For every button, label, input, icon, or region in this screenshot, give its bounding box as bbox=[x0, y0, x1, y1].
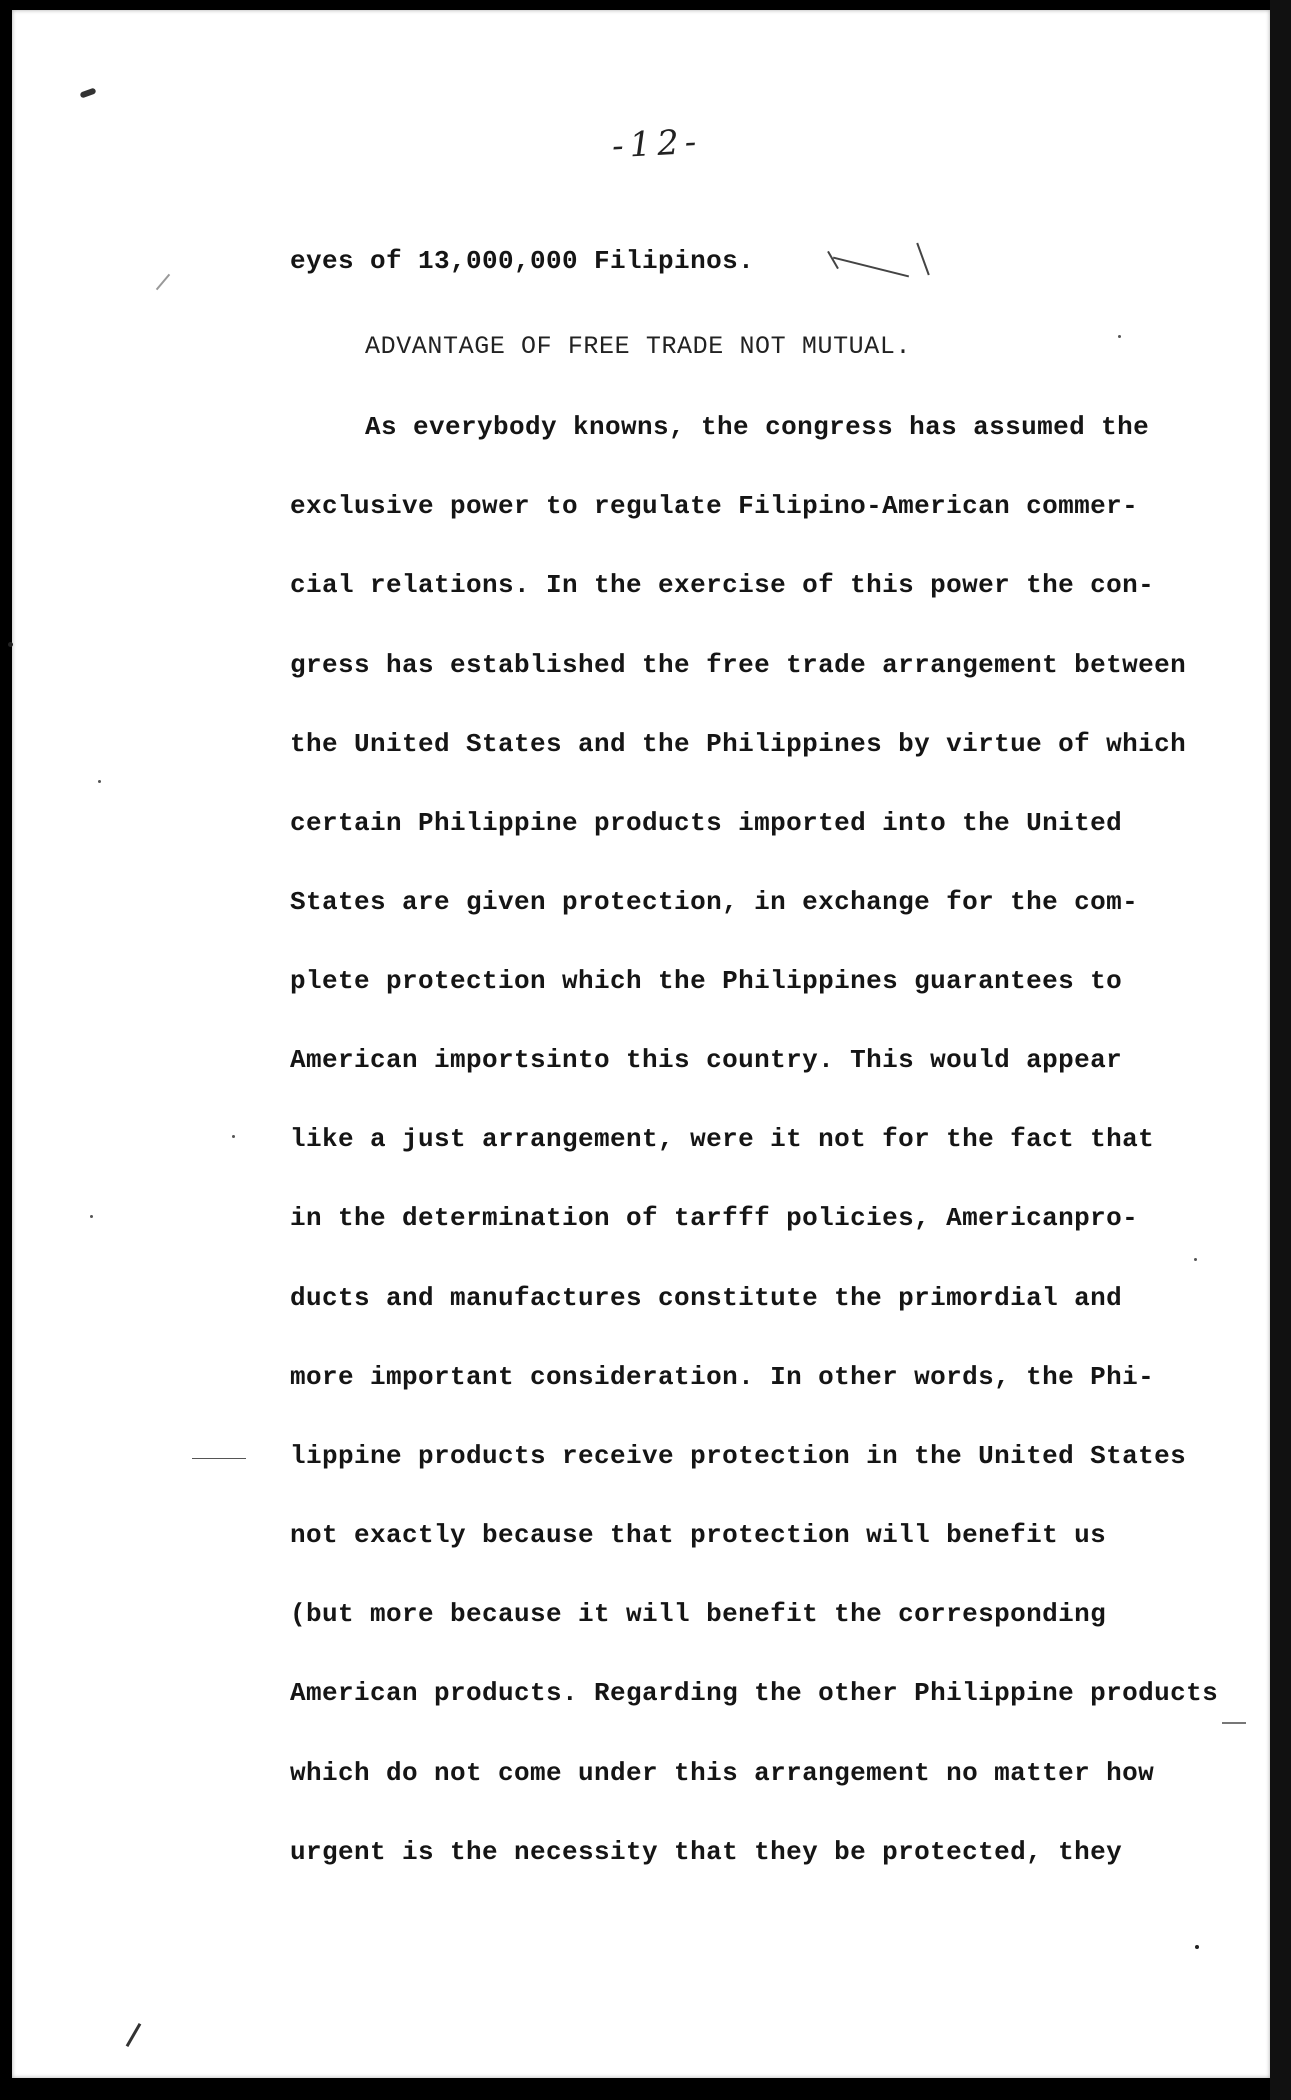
body-line: exclusive power to regulate Filipino-American commer- bbox=[290, 491, 1139, 521]
handwritten-mark bbox=[833, 257, 909, 278]
scan-mark bbox=[1222, 1722, 1246, 1724]
body-line: States are given protection, in exchange for the com- bbox=[290, 887, 1139, 917]
body-line: cial relations. In the exercise of this power the con- bbox=[290, 570, 1155, 600]
handwritten-mark bbox=[916, 243, 930, 276]
section-heading: ADVANTAGE OF FREE TRADE NOT MUTUAL. bbox=[365, 332, 912, 361]
scan-dot bbox=[232, 1135, 235, 1138]
scan-mark bbox=[126, 2023, 142, 2047]
scan-dot bbox=[8, 642, 13, 647]
body-line: As everybody knowns, the congress has assumed the bbox=[365, 412, 1150, 442]
body-line: not exactly because that protection will benefit us bbox=[290, 1520, 1107, 1550]
body-line: in the determination of tarfff policies, Americanpro- bbox=[290, 1203, 1139, 1233]
body-line: ducts and manufactures constitute the primordial and bbox=[290, 1283, 1123, 1313]
scan-dot bbox=[1194, 1258, 1197, 1261]
body-line: urgent is the necessity that they be protected, they bbox=[290, 1837, 1123, 1867]
body-line: American products. Regarding the other Philippine products bbox=[290, 1678, 1219, 1708]
document-page bbox=[12, 10, 1270, 2078]
body-line: which do not come under this arrangement no matter how bbox=[290, 1758, 1155, 1788]
opening-line: eyes of 13,000,000 Filipinos. bbox=[290, 246, 755, 276]
body-line: lippine products receive protection in the United States bbox=[290, 1441, 1187, 1471]
body-line: the United States and the Philippines by virtue of which bbox=[290, 729, 1187, 759]
scan-dot bbox=[1118, 335, 1121, 338]
scan-edge bbox=[1270, 0, 1291, 2100]
scan-dot bbox=[98, 780, 101, 783]
scan-mark bbox=[192, 1458, 246, 1459]
page-number: -12- bbox=[611, 121, 704, 167]
body-line: certain Philippine products imported into the United bbox=[290, 808, 1123, 838]
body-line: American importsinto this country. This would appear bbox=[290, 1045, 1123, 1075]
body-line: gress has established the free trade arrangement between bbox=[290, 650, 1187, 680]
scan-dot bbox=[1195, 1945, 1199, 1949]
body-line: plete protection which the Philippines guarantees to bbox=[290, 966, 1123, 996]
scan-mark bbox=[156, 274, 170, 291]
handwritten-mark bbox=[827, 251, 839, 269]
body-line: more important consideration. In other words, the Phi- bbox=[290, 1362, 1155, 1392]
body-line: like a just arrangement, were it not for the fact that bbox=[290, 1124, 1155, 1154]
body-line: (but more because it will benefit the corresponding bbox=[290, 1599, 1107, 1629]
scan-mark bbox=[79, 87, 96, 98]
scan-dot bbox=[90, 1215, 93, 1218]
